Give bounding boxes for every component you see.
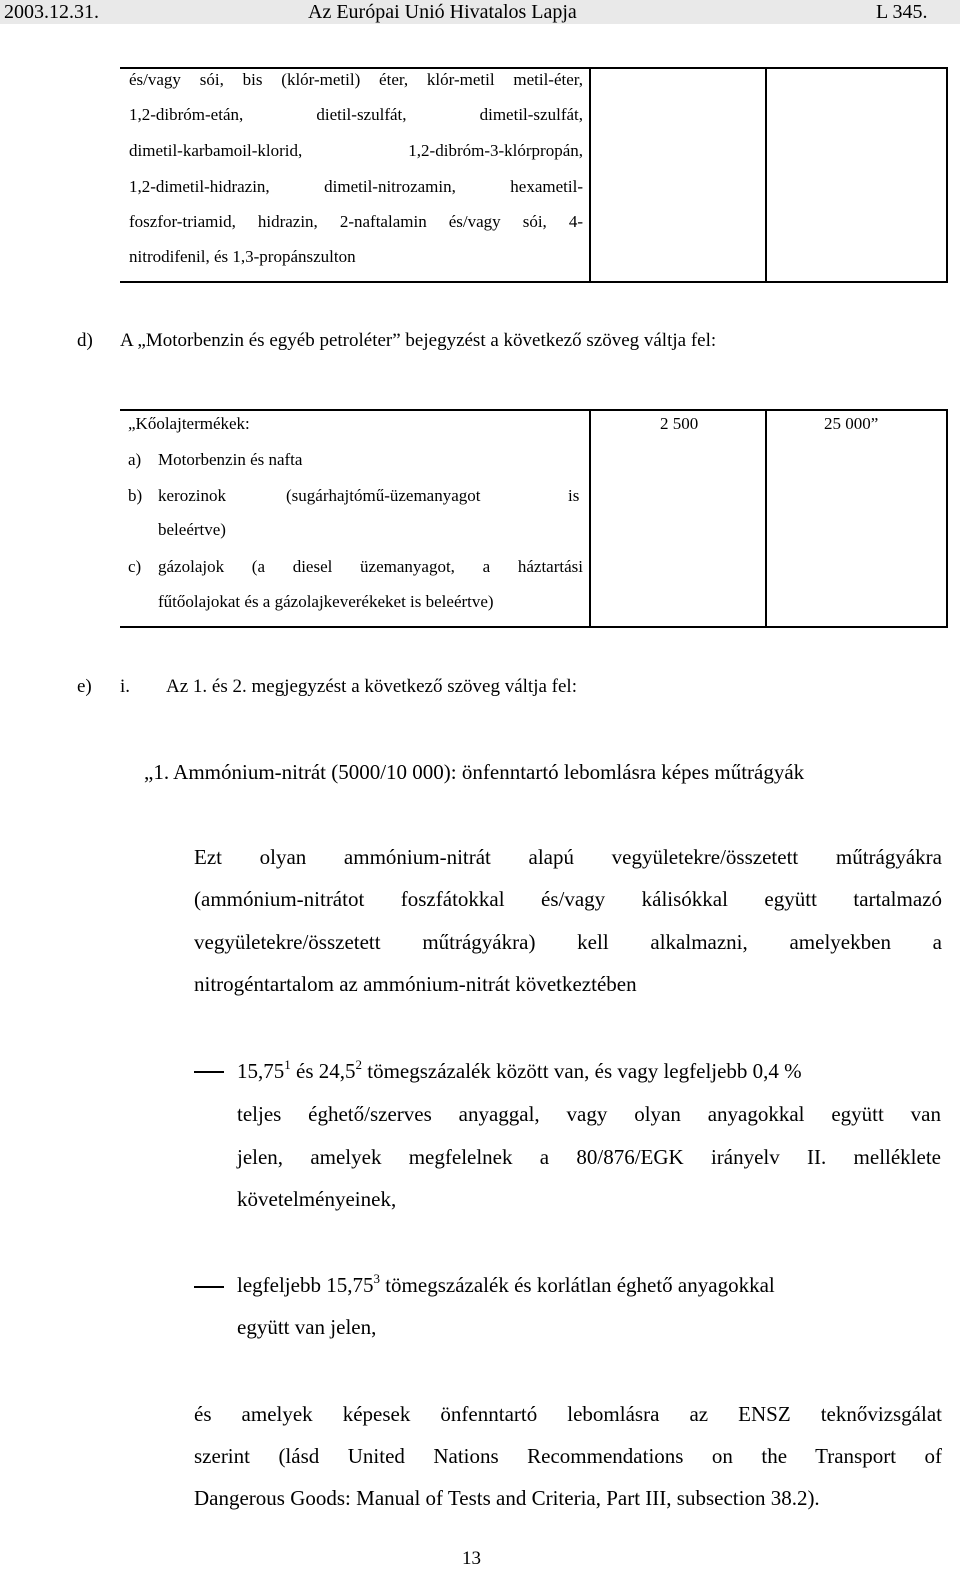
table-cell-line: foszfor-triamid, hidrazin, 2-naftalamin és/vagy sói, 4-: [129, 212, 583, 231]
section-e-text: Az 1. és 2. megjegyzést a következő szöveg váltja fel:: [166, 676, 577, 697]
page-number: 13: [462, 1548, 481, 1569]
note-paragraph-line: vegyületekre/összetett műtrágyákra) kell alkalmazni, amelyekben a: [194, 930, 942, 954]
table-rule-top: [120, 409, 948, 411]
header-journal-title: Az Európai Unió Hivatalos Lapja: [308, 1, 577, 23]
section-e-label: e): [77, 676, 92, 697]
item-b-text: (sugárhajtómű-üzemanyagot: [286, 486, 481, 505]
note-heading: „1. Ammónium-nitrát (5000/10 000): önfenntartó lebomlásra képes műtrágyák: [144, 760, 805, 784]
item-b-label: b): [128, 486, 143, 505]
table-col-divider: [765, 67, 767, 282]
table-col-divider: [589, 67, 591, 282]
item-c-text-cont: fűtőolajokat és a gázolajkeverékeket is beleértve): [158, 592, 494, 611]
bullet-line: legfeljebb 15,75$^3$ tömegszázalék és korlátlan éghető anyagokkal: [237, 1271, 775, 1297]
note-paragraph-line: nitrogéntartalom az ammónium-nitrát következtében: [194, 972, 637, 996]
dash-bullet: [194, 1286, 224, 1288]
item-c-label: c): [128, 557, 142, 576]
table-col-divider: [946, 409, 948, 627]
header-page-ref: L 345.: [876, 1, 928, 23]
closing-line: szerint (lásd United Nations Recommendations on the Transport of: [194, 1444, 942, 1468]
section-d-text: A „Motorbenzin és egyéb petroléter” bejegyzést a következő szöveg váltja fel:: [120, 330, 717, 351]
table-col-divider: [765, 409, 767, 627]
item-b-text: is: [568, 486, 580, 505]
table-cell-line: és/vagy sói, bis (klór-metil) éter, klór-metil metil-éter,: [129, 70, 583, 89]
bullet-line: 15,75$^1$ és 24,5$^2$ tömegszázalék között van, és vagy legfeljebb 0,4 %: [237, 1057, 802, 1083]
table-title: „Kőolajtermékek:: [128, 414, 250, 433]
table-col-divider: [946, 67, 948, 282]
closing-line: Dangerous Goods: Manual of Tests and Criteria, Part III, subsection 38.2).: [194, 1486, 820, 1510]
bullet-line: követelményeinek,: [237, 1187, 397, 1211]
section-d-label: d): [77, 330, 93, 351]
item-b-text: kerozinok: [158, 486, 226, 505]
item-a-label: a): [128, 450, 142, 469]
table-cell-line: dimetil-karbamoil-klorid, 1,2-dibróm-3-klórpropán,: [129, 141, 583, 160]
table-cell-line: nitrodifenil, és 1,3-propánszulton: [129, 247, 356, 266]
bullet-line: teljes éghető/szerves anyaggal, vagy olyan anyagokkal együtt van: [237, 1102, 941, 1126]
bullet-line: együtt van jelen,: [237, 1315, 377, 1339]
table-rule-bottom: [120, 626, 948, 628]
threshold-value-1: 2 500: [660, 414, 699, 433]
dash-bullet: [194, 1071, 224, 1073]
table-rule-bottom: [120, 281, 948, 283]
section-e-sub: i.: [120, 676, 131, 697]
item-a-text: Motorbenzin és nafta: [158, 450, 303, 469]
item-b-text-cont: beleértve): [158, 520, 226, 539]
note-paragraph-line: (ammónium-nitrátot foszfátokkal és/vagy kálisókkal együtt tartalmazó: [194, 887, 942, 911]
table-cell-line: 1,2-dimetil-hidrazin, dimetil-nitrozamin, hexametil-: [129, 177, 583, 196]
table-cell-line: 1,2-dibróm-etán, dietil-szulfát, dimetil-szulfát,: [129, 105, 583, 124]
bullet-line: jelen, amelyek megfelelnek a 80/876/EGK irányelv II. melléklete: [237, 1145, 941, 1169]
table-rule-top: [120, 67, 948, 69]
closing-line: és amelyek képesek önfenntartó lebomlásra az ENSZ teknővizsgálat: [194, 1402, 942, 1426]
item-c-text: gázolajok (a diesel üzemanyagot, a háztartási: [158, 557, 583, 576]
table-col-divider: [589, 409, 591, 627]
note-paragraph-line: Ezt olyan ammónium-nitrát alapú vegyületekre/összetett műtrágyákra: [194, 845, 942, 869]
page-header: [0, 0, 960, 24]
header-date: 2003.12.31.: [4, 1, 99, 23]
threshold-value-2: 25 000”: [824, 414, 879, 433]
